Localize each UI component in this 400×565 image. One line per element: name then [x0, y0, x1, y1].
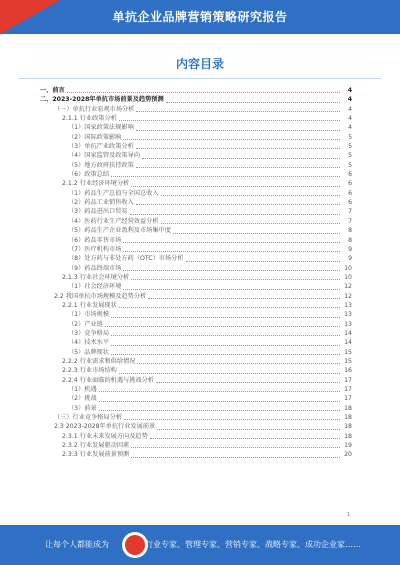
toc-leader-dots [136, 203, 340, 205]
toc-entry[interactable] [40, 273, 352, 282]
toc-entry[interactable] [40, 450, 352, 459]
toc-entry-page: 7 [348, 217, 352, 225]
toc-entry-label: （6）药品零售市场 [68, 236, 122, 244]
toc-entry-label: 2.3.2 行业发展驱动因素 [62, 442, 130, 450]
toc-entry-page: 5 [348, 161, 352, 169]
toc-entry-label: （5）地方政府扶持政策 [68, 161, 134, 169]
toc-entry-label: （4）技术水平 [68, 339, 110, 347]
toc-entry-page: 19 [344, 442, 352, 450]
toc-entry[interactable] [40, 422, 352, 431]
toc-entry-label: （4）医药行业生产经营效益分析 [68, 217, 159, 225]
toc-entry[interactable] [40, 179, 352, 188]
toc-entry-page: 6 [348, 180, 352, 188]
toc-entry[interactable] [40, 366, 352, 375]
toc-entry-page: 6 [348, 171, 352, 179]
toc-leader-dots [119, 372, 340, 374]
toc-entry[interactable] [40, 105, 352, 114]
toc-entry[interactable] [40, 254, 352, 263]
toc-leader-dots [131, 278, 340, 280]
toc-entry-page: 9 [348, 255, 352, 263]
toc-entry-label: （2）挑战 [68, 395, 97, 403]
toc-entry-label: （3）前景 [68, 404, 97, 412]
toc-entry[interactable] [40, 189, 352, 198]
toc-entry-label: 2.1.2 行业经济环境分析 [62, 180, 130, 188]
toc-leader-dots [161, 194, 340, 196]
toc-leader-dots [67, 91, 340, 93]
toc-entry[interactable] [40, 310, 352, 319]
toc-leader-dots [148, 297, 340, 299]
toc-entry[interactable] [40, 348, 352, 357]
toc-leader-dots [111, 316, 340, 318]
report-header-bar [0, 0, 400, 34]
toc-entry-label: （9）药品终端市场 [68, 264, 122, 272]
toc-leader-dots [119, 306, 340, 308]
toc-leader-dots [131, 446, 340, 448]
toc-leader-dots [173, 232, 340, 234]
toc-entry[interactable] [40, 385, 352, 394]
toc-entry[interactable] [40, 161, 352, 170]
toc-leader-dots [123, 250, 340, 252]
toc-entry-page: 7 [348, 208, 352, 216]
toc-entry-page: 16 [344, 367, 352, 375]
toc-entry-page: 18 [344, 432, 352, 440]
toc-leader-dots [99, 409, 340, 411]
toc-leader-dots [186, 260, 340, 262]
toc-entry-label: （4）国家监管及政策导向 [68, 152, 140, 160]
toc-entry-page: 20 [344, 451, 352, 459]
toc-entry-label: （3）竞争格局 [68, 329, 110, 337]
footer-bar [0, 525, 400, 565]
toc-leader-dots [105, 325, 340, 327]
toc-entry[interactable] [40, 432, 352, 441]
toc-entry[interactable] [40, 292, 352, 301]
toc-leader-dots [136, 129, 340, 131]
toc-entry-label: （3）单抗产业政策分析 [68, 143, 134, 151]
toc-entry[interactable] [40, 301, 352, 310]
toc-entry-page: 8 [348, 227, 352, 235]
toc-entry-page: 4 [348, 105, 352, 113]
toc-entry[interactable] [40, 170, 352, 179]
toc-entry[interactable] [40, 441, 352, 450]
toc-entry-page: 17 [344, 386, 352, 393]
toc-entry-label: （5）药品生产企业盈利及市场集中度 [68, 227, 171, 235]
toc-entry-page: 14 [344, 329, 352, 337]
toc-leader-dots [136, 166, 340, 168]
toc-entry-page: 15 [344, 348, 352, 356]
table-of-contents [40, 86, 352, 460]
toc-entry[interactable] [40, 320, 352, 329]
toc-entry-page: 4 [348, 124, 352, 132]
toc-entry-label: （6）政策总结 [68, 171, 110, 179]
toc-entry[interactable] [40, 264, 352, 273]
toc-leader-dots [161, 222, 340, 224]
toc-entry-page: 6 [348, 199, 352, 207]
toc-entry-page: 15 [344, 357, 352, 365]
toc-entry-page: 4 [347, 87, 352, 94]
toc-entry[interactable] [40, 329, 352, 338]
toc-entry[interactable] [40, 198, 352, 207]
toc-entry-page: 5 [348, 143, 352, 151]
toc-entry-label: （5）品牌现状 [68, 348, 110, 356]
toc-entry[interactable] [40, 413, 352, 422]
footer-slogan-left: 让每个人都能成为 [45, 540, 109, 549]
toc-entry-page: 18 [344, 414, 352, 422]
toc-entry[interactable] [40, 404, 352, 413]
toc-entry-page: 12 [344, 283, 352, 291]
toc-leader-dots [157, 428, 340, 430]
toc-entry[interactable] [40, 151, 352, 160]
toc-entry-page: 17 [344, 376, 352, 384]
toc-entry-label: 2.2.4 行业面临的机遇与挑战分析 [62, 376, 154, 384]
toc-entry-page: 8 [348, 236, 352, 244]
toc-leader-dots [136, 147, 340, 149]
toc-entry[interactable] [40, 394, 352, 403]
toc-entry-page: 10 [344, 264, 352, 272]
toc-divider [18, 78, 382, 79]
toc-entry-page: 5 [348, 152, 352, 160]
toc-leader-dots [131, 456, 340, 458]
toc-leader-dots [123, 138, 340, 140]
toc-entry[interactable] [40, 142, 352, 151]
toc-entry[interactable] [40, 217, 352, 226]
toc-entry-label: （1）社会经济环境 [68, 283, 122, 291]
toc-entry-page: 13 [344, 311, 352, 319]
toc-leader-dots [131, 185, 340, 187]
toc-entry-label: （三）行业竞争格局分析 [54, 414, 123, 422]
toc-entry[interactable] [40, 86, 352, 95]
toc-leader-dots [119, 119, 340, 121]
toc-entry-page: 4 [348, 115, 352, 123]
toc-entry-label: 2.3.1 行业未来发展方向及趋势 [62, 432, 148, 440]
toc-entry-label: 2.2.1 行业发展现状 [62, 301, 117, 309]
toc-leader-dots [166, 101, 340, 103]
toc-entry[interactable] [40, 338, 352, 347]
toc-entry-page: 4 [347, 96, 352, 104]
toc-entry-label: （8）处方药与非处方药（OTC）市场分析 [68, 255, 184, 263]
toc-entry-page: 5 [348, 133, 352, 141]
toc-entry-label: （2）产业链 [68, 320, 103, 328]
toc-entry-label: 2.2 我国单抗市场规模及趋势分析 [54, 292, 147, 300]
toc-leader-dots [123, 288, 340, 290]
footer-slogan-right: 行业专家、管理专家、营销专家、战略专家、成功企业家…… [145, 540, 361, 549]
toc-entry-page: 18 [344, 404, 352, 412]
toc-entry[interactable] [40, 236, 352, 245]
toc-entry-page: 13 [344, 301, 352, 309]
toc-leader-dots [99, 390, 340, 392]
footer-badge-inner [125, 535, 145, 555]
toc-entry-label: 二、2023-2028年单抗市场前景及趋势预测 [40, 96, 164, 104]
toc-entry-label: 2.2.3 行业市场结构 [62, 367, 117, 375]
toc-entry[interactable] [40, 133, 352, 142]
toc-entry[interactable] [40, 123, 352, 132]
toc-entry-label: （1）药品生产总值与全国总收入 [68, 189, 159, 197]
toc-entry[interactable] [40, 226, 352, 235]
toc-leader-dots [99, 400, 340, 402]
toc-entry-page: 9 [348, 245, 352, 253]
toc-entry-label: 2.2.2 行业需求和供给情况 [62, 357, 136, 365]
toc-entry-page: 18 [344, 423, 352, 431]
toc-leader-dots [111, 334, 340, 336]
toc-entry-page: 12 [344, 292, 352, 300]
toc-entry[interactable] [40, 114, 352, 123]
toc-leader-dots [130, 213, 340, 215]
toc-entry-label: 2.1.1 行业政策分析 [62, 115, 117, 123]
toc-leader-dots [111, 344, 340, 346]
toc-entry-page: 17 [344, 395, 352, 403]
toc-entry-label: （1）市场规模 [68, 311, 110, 319]
report-title: 单抗企业品牌营销策略研究报告 [112, 10, 288, 24]
toc-entry[interactable] [40, 207, 352, 216]
toc-leader-dots [111, 353, 340, 355]
toc-entry[interactable] [40, 95, 352, 104]
toc-entry-label: （7）医疗机构市场 [68, 245, 122, 253]
toc-entry-page: 10 [344, 273, 352, 281]
toc-leader-dots [136, 110, 340, 112]
toc-entry-label: 2.1.3 行业社会环境分析 [62, 273, 130, 281]
toc-entry[interactable] [40, 357, 352, 366]
toc-entry-label: 2.3.3 行业发展前景预测 [62, 451, 130, 459]
toc-leader-dots [123, 269, 340, 271]
toc-leader-dots [123, 241, 340, 243]
toc-leader-dots [111, 175, 340, 177]
toc-leader-dots [156, 381, 340, 383]
toc-entry[interactable] [40, 245, 352, 254]
toc-title: 内容目录 [175, 57, 224, 71]
page-number: 1 [346, 512, 350, 518]
toc-entry-page: 14 [344, 339, 352, 347]
toc-leader-dots [124, 418, 340, 420]
toc-entry-page: 13 [344, 320, 352, 328]
toc-entry-label: （1）机遇 [68, 386, 97, 393]
toc-entry-label: （1）国家政策法规影响 [68, 124, 134, 132]
toc-entry-page: 6 [348, 189, 352, 197]
toc-entry-label: （2）药品工业销售收入 [68, 199, 134, 207]
toc-entry-label: （2）国际政策影响 [68, 133, 122, 141]
toc-leader-dots [150, 437, 340, 439]
toc-leader-dots [137, 362, 340, 364]
toc-entry-label: 2.3 2023-2028年单抗行业发展前景 [54, 423, 156, 431]
toc-leader-dots [142, 157, 340, 159]
toc-entry[interactable] [40, 376, 352, 385]
toc-entry[interactable] [40, 282, 352, 291]
toc-entry-label: 一、前言 [40, 87, 65, 94]
toc-entry-label: （3）药品进出口贸易 [68, 208, 128, 216]
toc-entry-label: （一）单抗行业宏观市场分析 [54, 105, 135, 113]
